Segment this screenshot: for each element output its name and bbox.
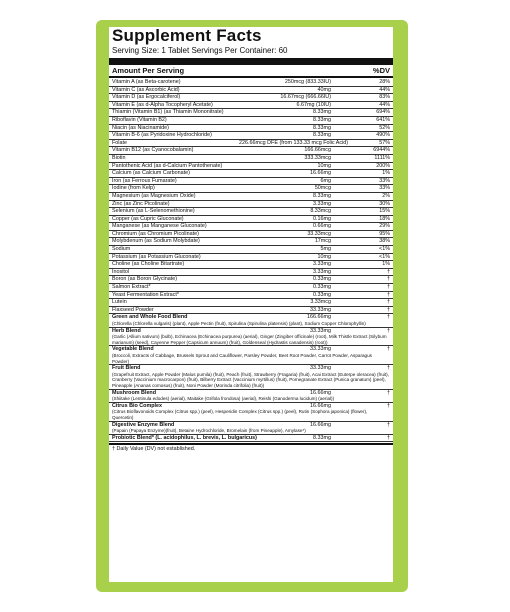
nutrient-amount: 226.66mcg DFE (from 133.33 mcg Folic Acid) xyxy=(239,139,349,146)
nutrient-name: Sodium xyxy=(112,246,131,253)
nutrient-amount: 166.66mcg xyxy=(304,147,331,154)
nutrient-amount: 8.33mg xyxy=(313,124,331,131)
blend-row xyxy=(109,403,393,422)
blend-amount: 33.33mg xyxy=(310,327,331,334)
blend-ingredients: (Broccoli, Extracts of Cabbage, Brussels Sprout and Cauliflower, Parsley Powder, Beet Root Powder, Carrot Powder, Asparagus Powder) xyxy=(112,352,372,364)
nutrient-dv: † xyxy=(387,306,390,313)
nutrient-row xyxy=(109,261,393,269)
nutrient-name: Zinc (as Zinc Picolinate) xyxy=(112,200,170,207)
nutrient-table xyxy=(109,79,393,454)
blend-amount: 33.33mg xyxy=(310,346,331,353)
nutrient-dv: 44% xyxy=(379,86,390,93)
nutrient-row xyxy=(109,299,393,307)
nutrient-amount: 0.16mg xyxy=(313,215,331,222)
nutrient-name: Iodine (from Kelp) xyxy=(112,185,155,192)
nutrient-row xyxy=(109,269,393,277)
blend-dv: † xyxy=(387,314,390,321)
nutrient-dv: 490% xyxy=(376,132,390,139)
nutrient-dv: 2% xyxy=(382,192,390,199)
nutrient-amount: 5mg xyxy=(320,246,331,253)
blend-name: Probiotic Blend* (L. acidophilus, L. brevis, L. bulgaricus) xyxy=(112,434,257,441)
blend-row xyxy=(109,365,393,389)
nutrient-name: Biotin xyxy=(112,154,126,161)
nutrient-name: Yeast Fermentation Extract* xyxy=(112,291,179,298)
nutrient-dv: † xyxy=(387,299,390,306)
nutrient-dv: <1% xyxy=(379,246,390,253)
nutrient-name: Manganese (as Manganese Gluconate) xyxy=(112,223,207,230)
blend-dv: † xyxy=(387,389,390,396)
nutrient-name: Folate xyxy=(112,139,127,146)
nutrient-amount: 8.33mg xyxy=(313,116,331,123)
nutrient-row xyxy=(109,307,393,315)
blend-row xyxy=(109,328,393,347)
nutrient-name: Lutein xyxy=(112,299,127,306)
nutrient-row xyxy=(109,254,393,262)
blend-name: Herb Blend xyxy=(112,327,141,334)
nutrient-row xyxy=(109,185,393,193)
blend-name: Digestive Enzyme Blend xyxy=(112,421,175,428)
blend-amount: 8.33mg xyxy=(313,434,331,441)
blend-ingredients: (Chlorella (Chlorella vulgaris) (plant), Apple Pectin (fruit), Spirulina (Spirulina platensis) (plant), Sodium Copper Chlorophyllin) xyxy=(112,321,366,326)
nutrient-name: Choline (as Choline Bitartrate) xyxy=(112,261,185,268)
nutrient-dv: 694% xyxy=(376,109,390,116)
nutrient-name: Vitamin D (as Ergocalciferol) xyxy=(112,94,181,101)
nutrient-amount: 250mcg (833.33IU) xyxy=(284,79,331,85)
nutrient-row xyxy=(109,276,393,284)
nutrient-name: Vitamin B-6 (as Pyridoxine Hydrochloride) xyxy=(112,132,212,139)
nutrient-name: Selenium (as L-Selenomethionine) xyxy=(112,208,195,215)
blend-header xyxy=(109,346,393,353)
nutrient-name: Vitamin E (as d-Alpha Tocopheryl Acetate) xyxy=(112,101,213,108)
nutrient-row xyxy=(109,201,393,209)
nutrient-amount: 33.33mcg xyxy=(307,230,331,237)
nutrient-dv: 28% xyxy=(379,79,390,85)
blend-amount: 166.66mg xyxy=(307,314,331,321)
blend-header xyxy=(109,422,393,429)
amount-per-serving-heading: Amount Per Serving xyxy=(112,66,185,75)
nutrient-name: Flaxseed Powder xyxy=(112,306,154,313)
nutrient-name: Thiamin (Vitamin B1) (as Thiamin Mononitrate) xyxy=(112,109,224,116)
nutrient-row xyxy=(109,170,393,178)
blend-dv: † xyxy=(387,346,390,353)
nutrient-name: Copper (as Cupric Gluconate) xyxy=(112,215,184,222)
nutrient-name: Vitamin C (as Ascorbic Acid) xyxy=(112,86,180,93)
nutrient-amount: 33.33mg xyxy=(310,306,331,313)
thick-divider xyxy=(109,58,393,65)
blend-amount: 16.66mg xyxy=(310,389,331,396)
nutrient-dv: 33% xyxy=(379,177,390,184)
nutrient-dv: † xyxy=(387,284,390,291)
nutrient-row xyxy=(109,223,393,231)
blend-ingredients: (Papain (Papaya Enzyme)(fruit), Betaine Hydrochloride, Bromelain (from Pineapple), Amylase*) xyxy=(112,428,306,434)
nutrient-amount: 8.33mg xyxy=(313,192,331,199)
nutrient-amount: 6mg xyxy=(320,177,331,184)
nutrient-amount: 8.33mg xyxy=(313,132,331,139)
nutrient-dv: 30% xyxy=(379,200,390,207)
nutrient-name: Magnesium (as Magnesium Oxide) xyxy=(112,192,196,199)
nutrient-row xyxy=(109,132,393,140)
nutrient-amount: 40mg xyxy=(317,86,331,93)
nutrient-dv: 57% xyxy=(379,139,390,146)
blend-ingredients: (Garlic (Allium sativum) (bulb), Echinacea (Echinacea purpurea) (aerial), Ginger (Zingiber officinale) (root), Milk Thistle Extract (Silybum marianum) (seed), Cayenne Pepper (Capsicum annuum) (fruit), Goldenseal (Hydrastis canadensis) (root)) xyxy=(112,334,387,345)
nutrient-dv: 6944% xyxy=(373,147,390,154)
column-header xyxy=(109,66,393,76)
nutrient-amount: 3.33mg xyxy=(313,200,331,207)
nutrient-dv: 95% xyxy=(379,230,390,237)
blend-row xyxy=(109,390,393,403)
nutrient-amount: 0.33mg xyxy=(313,276,331,283)
nutrient-row xyxy=(109,246,393,254)
nutrient-dv: 1111% xyxy=(374,154,390,161)
nutrient-amount: 16.66mg xyxy=(310,170,331,177)
blend-amount: 16.66mg xyxy=(310,421,331,428)
nutrient-row xyxy=(109,178,393,186)
nutrient-row xyxy=(109,231,393,239)
nutrient-name: Pantothenic Acid (as d-Calcium Pantothenate) xyxy=(112,162,223,169)
nutrient-dv: 52% xyxy=(379,124,390,131)
nutrient-row xyxy=(109,147,393,155)
nutrient-amount: 3.33mcg xyxy=(310,299,331,306)
nutrient-dv: 33% xyxy=(379,185,390,192)
nutrient-name: Niacin (as Niacinamide) xyxy=(112,124,169,131)
nutrient-amount: 10mg xyxy=(317,253,331,260)
nutrient-row xyxy=(109,87,393,95)
nutrient-dv: 38% xyxy=(379,238,390,245)
blend-dv: † xyxy=(387,421,390,428)
nutrient-row xyxy=(109,117,393,125)
nutrient-amount: 0.66mg xyxy=(313,223,331,230)
blend-header xyxy=(109,328,393,335)
nutrient-amount: 10mg xyxy=(317,162,331,169)
nutrient-dv: 641% xyxy=(376,116,390,123)
nutrient-dv: 44% xyxy=(379,101,390,108)
nutrient-dv: 15% xyxy=(379,208,390,215)
nutrient-dv: 83% xyxy=(379,94,390,101)
blend-amount: 16.66mg xyxy=(310,402,331,409)
blend-dv: † xyxy=(387,365,390,372)
nutrient-amount: 50mcg xyxy=(314,185,331,192)
nutrient-row xyxy=(109,208,393,216)
blend-header xyxy=(109,390,393,397)
nutrient-amount: 8.33mg xyxy=(313,109,331,116)
blend-name: Vegetable Blend xyxy=(112,346,154,353)
nutrient-row xyxy=(109,125,393,133)
nutrient-row xyxy=(109,140,393,148)
blend-row xyxy=(109,422,393,435)
nutrient-dv: 1% xyxy=(382,170,390,177)
nutrient-amount: 17mcg xyxy=(314,238,331,245)
nutrient-name: Vitamin A (as Beta-carotene) xyxy=(112,79,181,85)
nutrient-row xyxy=(109,163,393,171)
nutrient-amount: 333.33mcg xyxy=(304,154,331,161)
nutrient-dv: † xyxy=(387,291,390,298)
serving-info: Serving Size: 1 Tablet Servings Per Container: 60 xyxy=(112,46,288,55)
nutrient-row xyxy=(109,216,393,224)
blend-row xyxy=(109,435,393,443)
blend-amount: 33.33mg xyxy=(310,365,331,372)
nutrient-name: Vitamin B12 (as Cyanocobalamin) xyxy=(112,147,194,154)
nutrient-dv: 29% xyxy=(379,223,390,230)
nutrient-dv: 200% xyxy=(376,162,390,169)
nutrient-row xyxy=(109,238,393,246)
blend-ingredients: (Citrus Bioflavonoids Complex (Citrus spp.) (peel), Hesperidin Complex (Citrus spp.) (peel), Rutin (Sophora japonica) (flower), Quercetin) xyxy=(112,409,368,420)
blend-name: Citrus Bio Complex xyxy=(112,402,163,409)
nutrient-name: Riboflavin (Vitamin B2) xyxy=(112,116,167,123)
nutrient-name: Iron (as Ferrous Fumarate) xyxy=(112,177,177,184)
nutrient-name: Salmon Extract* xyxy=(112,284,151,291)
blend-header xyxy=(109,314,393,321)
footnote: † Daily Value (DV) not established. xyxy=(112,445,196,452)
nutrient-amount: 3.33mg xyxy=(313,268,331,275)
blend-row xyxy=(109,346,393,365)
nutrient-name: Potassium (as Potassium Gluconate) xyxy=(112,253,201,260)
blend-name: Green and Whole Food Blend xyxy=(112,314,188,321)
nutrient-row xyxy=(109,284,393,292)
blend-dv: † xyxy=(387,402,390,409)
nutrient-row xyxy=(109,109,393,117)
blend-name: Mushroom Blend xyxy=(112,389,157,396)
nutrient-amount: 3.33mg xyxy=(313,261,331,268)
nutrient-name: Molybdenum (as Sodium Molybdate) xyxy=(112,238,200,245)
nutrient-amount: 6.67mg (10IU) xyxy=(296,101,331,108)
label-title: Supplement Facts xyxy=(112,26,262,45)
blend-ingredients: (Shiitake (Lentinula edodes) (aerial), Maitake (Grifola frondosa) (aerial), Reishi (Ganoderma lucidum) (aerial)) xyxy=(112,396,335,402)
nutrient-row xyxy=(109,102,393,110)
nutrient-dv: 18% xyxy=(379,215,390,222)
nutrient-name: Calcium (as Calcium Carbonate) xyxy=(112,170,190,177)
nutrient-amount: 8.33mcg xyxy=(310,208,331,215)
nutrient-name: Chromium (as Chromium Picolinate) xyxy=(112,230,199,237)
nutrient-name: Inositol xyxy=(112,268,130,275)
nutrient-row xyxy=(109,79,393,87)
blend-dv: † xyxy=(387,434,390,441)
nutrient-dv: 1% xyxy=(382,261,390,268)
blend-header xyxy=(109,403,393,410)
nutrient-dv: <1% xyxy=(379,253,390,260)
nutrient-row xyxy=(109,94,393,102)
medium-divider xyxy=(109,76,393,78)
blend-row xyxy=(109,314,393,327)
nutrient-row xyxy=(109,155,393,163)
nutrient-amount: 0.33mg xyxy=(313,284,331,291)
dv-heading: %DV xyxy=(372,66,390,75)
blend-name: Fruit Blend xyxy=(112,365,141,372)
nutrient-dv: † xyxy=(387,268,390,275)
nutrient-amount: 16.67mcg (666.66IU) xyxy=(280,94,331,101)
nutrient-row xyxy=(109,292,393,300)
nutrient-dv: † xyxy=(387,276,390,283)
blend-header xyxy=(109,435,393,442)
nutrient-name: Boron (as Boron Glycinate) xyxy=(112,276,178,283)
blend-ingredients: (Grapefruit Extract, Apple Powder (Malus pumila) (fruit), Peach (fruit), Strawberry (Fragaria) (fruit), Acai Extract (Euterpe oleracea) (fruit), Cranberry (Vaccinium macrocarpon) (fruit), Bilberry Extract (Vaccinium myrtillus) (fruit), Pomegranate Extract (Punica granatum) (peel), Pineapple (Ananas comosus) (fruit), Noni Powder (Morinda citrifolia) (fruit)) xyxy=(112,371,389,388)
nutrient-row xyxy=(109,193,393,201)
supplement-facts-label xyxy=(109,27,393,582)
blend-dv: † xyxy=(387,327,390,334)
nutrient-amount: 0.33mg xyxy=(313,291,331,298)
blend-header xyxy=(109,365,393,372)
